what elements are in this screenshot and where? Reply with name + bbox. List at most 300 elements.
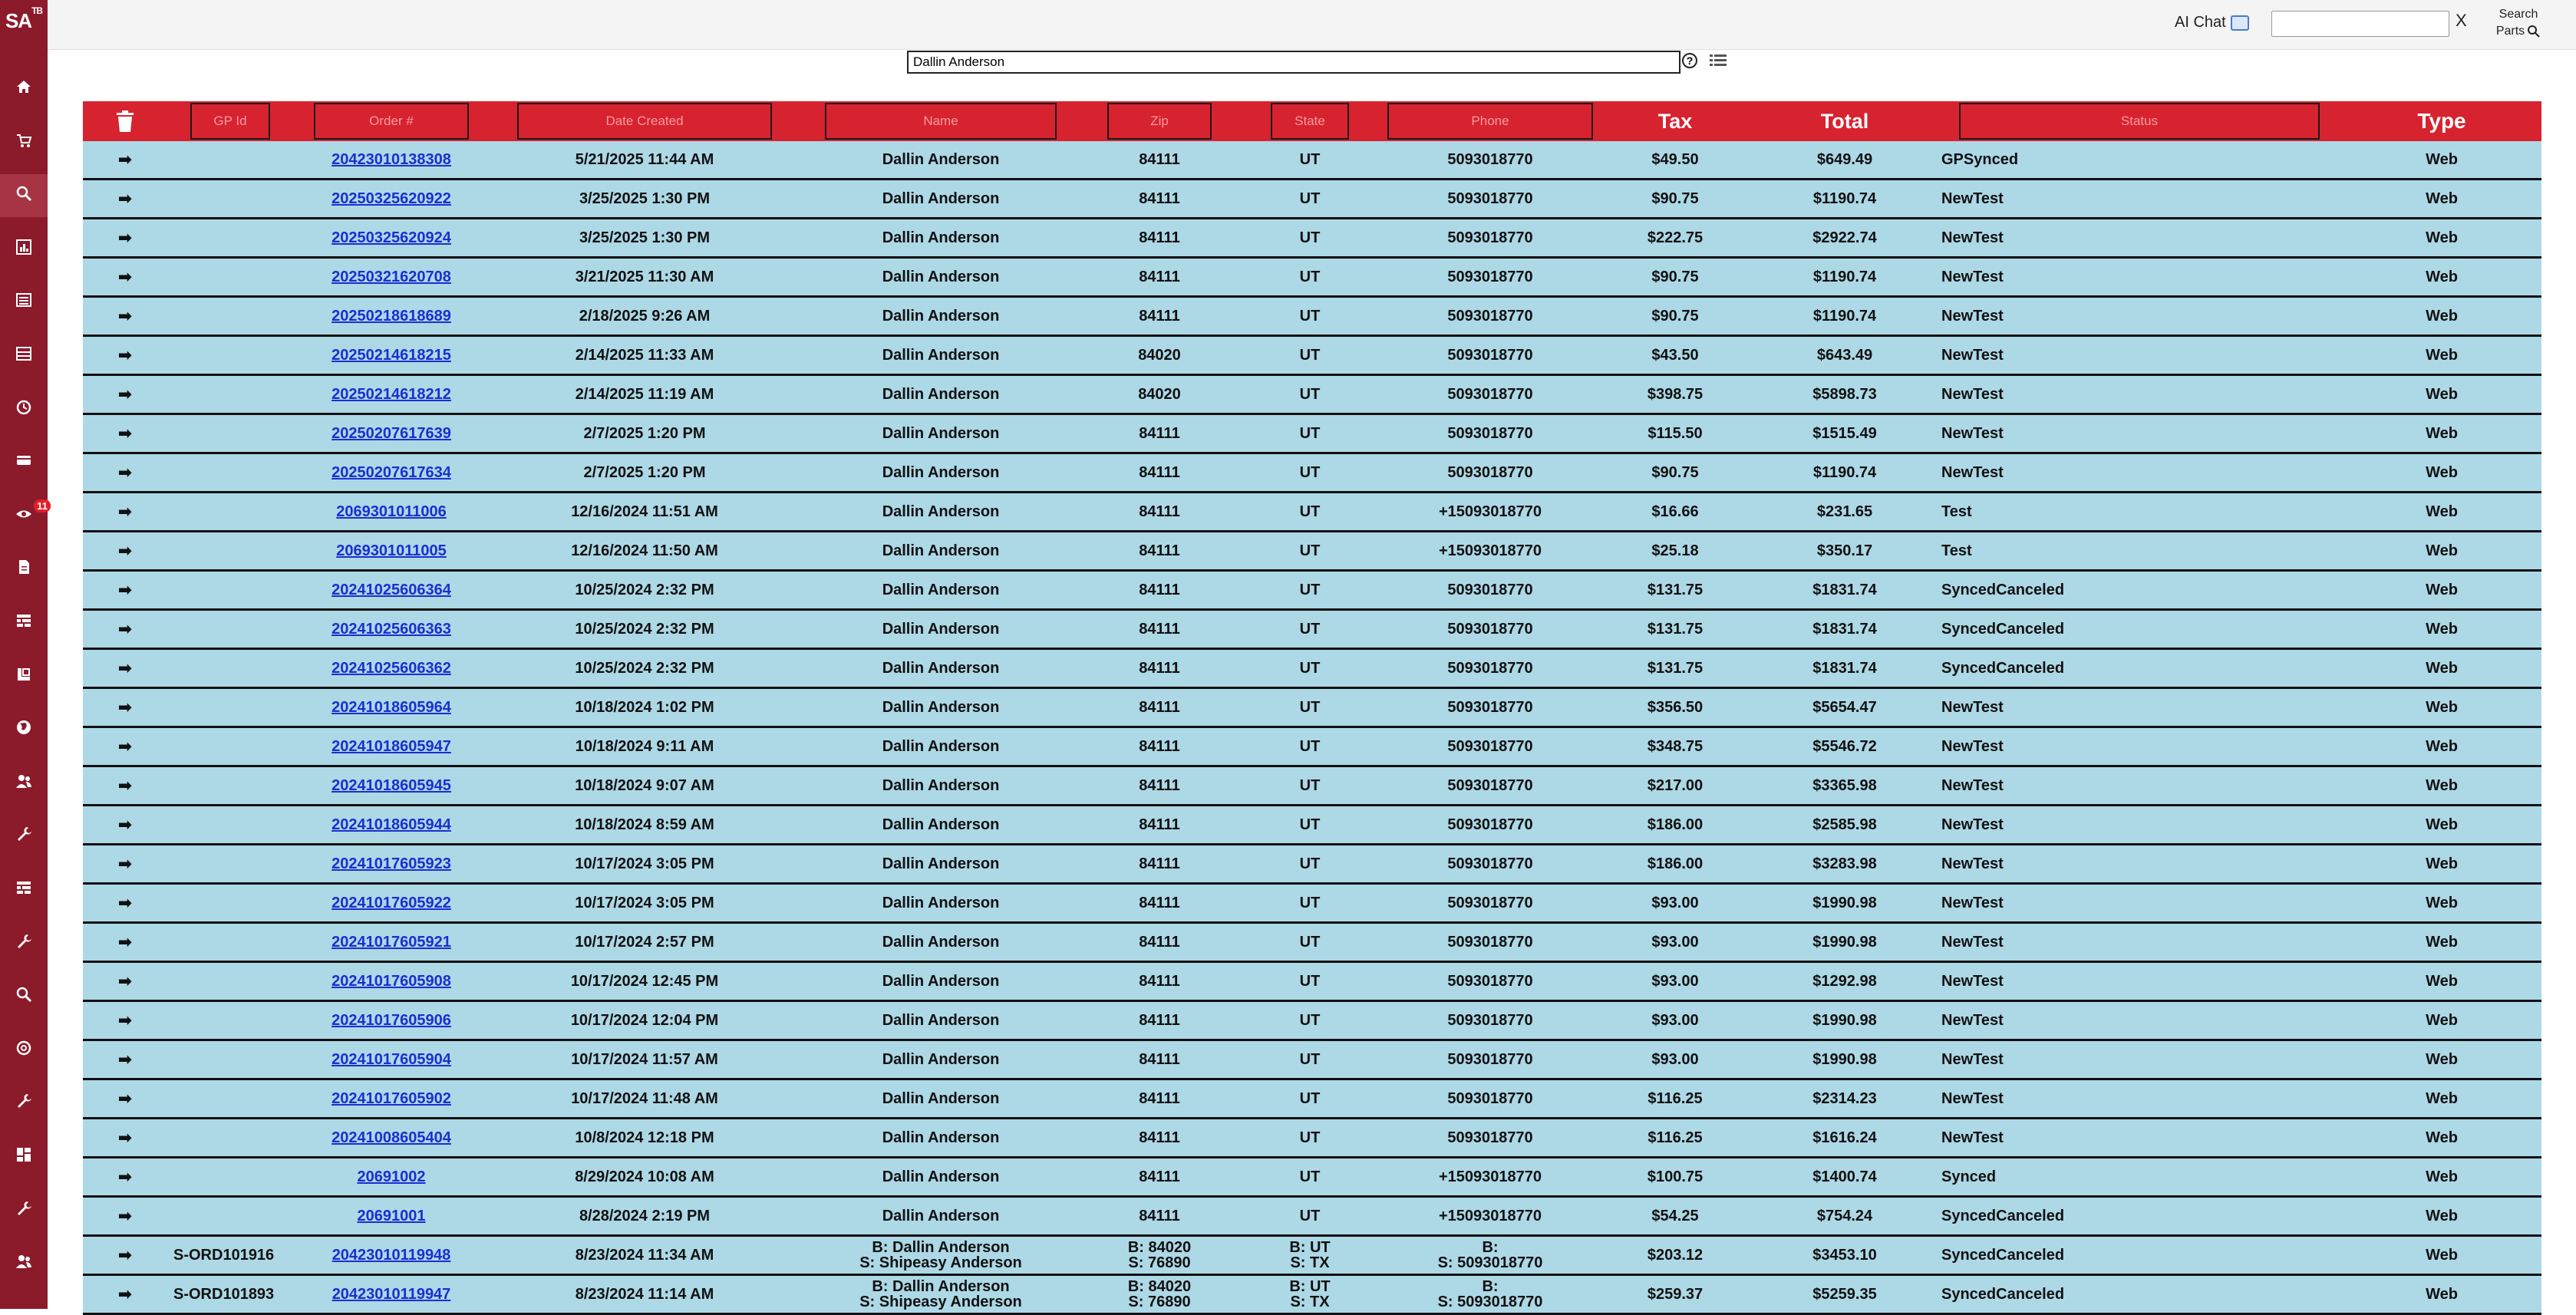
table-row[interactable] <box>83 806 2541 845</box>
table-row[interactable] <box>83 453 2541 493</box>
arrow-right-icon[interactable]: ➡ <box>117 579 133 599</box>
table-row[interactable] <box>83 1197 2541 1236</box>
row-arrow-cell[interactable] <box>83 219 167 258</box>
arrow-right-icon[interactable]: ➡ <box>117 1244 133 1264</box>
state-value: UT <box>1299 816 1321 833</box>
status-cell <box>1937 219 2342 258</box>
state-value: UT <box>1299 386 1321 403</box>
table-row[interactable] <box>83 610 2541 649</box>
row-arrow-cell[interactable] <box>83 962 167 1001</box>
table-row[interactable] <box>83 1236 2541 1275</box>
arrow-right-icon[interactable]: ➡ <box>117 931 133 951</box>
name-cell <box>800 297 1082 336</box>
header-delete[interactable] <box>83 101 167 141</box>
order-link[interactable]: 20241025606364 <box>331 582 451 598</box>
order-link[interactable]: 20241025606363 <box>331 621 451 638</box>
order-link[interactable]: 20241018605945 <box>331 777 451 794</box>
row-arrow-cell[interactable] <box>83 1079 167 1119</box>
arrow-right-icon[interactable]: ➡ <box>117 814 133 834</box>
order-cell[interactable] <box>293 962 490 1001</box>
row-arrow-cell[interactable] <box>83 806 167 845</box>
state-value: UT <box>1299 503 1321 520</box>
clear-search-button[interactable]: X <box>2456 11 2467 30</box>
table-row[interactable] <box>83 688 2541 727</box>
list-view-icon[interactable] <box>1710 54 1727 68</box>
row-arrow-cell[interactable] <box>83 1197 167 1236</box>
type-cell <box>2342 453 2541 493</box>
header-status[interactable] <box>1937 101 2342 141</box>
order-cell[interactable] <box>293 727 490 766</box>
date-value: 8/23/2024 11:34 AM <box>575 1247 714 1264</box>
row-arrow-cell[interactable] <box>83 1158 167 1197</box>
state-cell <box>1237 1119 1383 1158</box>
order-cell[interactable] <box>293 1079 490 1119</box>
sidebar-item-dashboard[interactable] <box>0 1135 48 1178</box>
zip-value: 84111 <box>1139 464 1180 481</box>
order-link[interactable]: 20250214618212 <box>331 386 451 403</box>
row-arrow-cell[interactable] <box>83 453 167 493</box>
type-value: Web <box>2426 699 2458 716</box>
arrow-right-icon[interactable]: ➡ <box>117 697 133 717</box>
order-cell[interactable] <box>293 336 490 375</box>
sidebar-item-list[interactable] <box>0 281 48 324</box>
header-phone[interactable] <box>1383 101 1598 141</box>
total-cell <box>1753 923 1937 962</box>
sidebar-item-card[interactable] <box>0 441 48 484</box>
date-cell <box>490 1197 800 1236</box>
row-arrow-cell[interactable] <box>83 1040 167 1079</box>
order-cell[interactable] <box>293 453 490 493</box>
zip-billing: B: 84020 <box>1127 1278 1192 1295</box>
state-cell <box>1237 649 1383 688</box>
arrow-right-icon[interactable]: ➡ <box>117 266 133 286</box>
arrow-right-icon[interactable]: ➡ <box>117 1088 133 1108</box>
sidebar-item-wrench[interactable] <box>0 1082 48 1125</box>
tax-value: $116.25 <box>1648 1090 1703 1107</box>
total-cell <box>1753 1001 1937 1040</box>
name-cell <box>800 923 1082 962</box>
ai-chat-button[interactable] <box>2175 14 2249 31</box>
header-type[interactable] <box>2342 101 2541 141</box>
phone-cell <box>1383 962 1598 1001</box>
order-cell[interactable] <box>293 1119 490 1158</box>
list-icon <box>15 292 32 313</box>
order-link[interactable]: 20241017605902 <box>331 1090 451 1107</box>
zip-cell <box>1082 1001 1237 1040</box>
status-value: NewTest <box>1941 1129 2004 1146</box>
order-cell[interactable] <box>293 493 490 532</box>
order-link[interactable]: 20241017605904 <box>331 1051 451 1068</box>
arrow-right-icon[interactable]: ➡ <box>117 501 133 521</box>
row-arrow-cell[interactable] <box>83 649 167 688</box>
arrow-right-icon[interactable]: ➡ <box>117 1205 133 1225</box>
type-cell <box>2342 1275 2541 1314</box>
sidebar-item-cart[interactable] <box>0 121 48 164</box>
table-row[interactable] <box>83 766 2541 806</box>
order-cell[interactable] <box>293 571 490 610</box>
table-row[interactable] <box>83 845 2541 884</box>
phone-cell <box>1383 1158 1598 1197</box>
state-value: UT <box>1299 895 1321 911</box>
tax-cell <box>1598 375 1753 414</box>
order-cell[interactable] <box>293 258 490 297</box>
total-value: $649.49 <box>1816 151 1873 168</box>
arrow-right-icon[interactable]: ➡ <box>117 892 133 912</box>
type-cell <box>2342 1197 2541 1236</box>
row-arrow-cell[interactable] <box>83 571 167 610</box>
customer-search-input[interactable] <box>907 51 1681 74</box>
header-gp-id-label: GP Id <box>190 103 270 140</box>
table-row[interactable] <box>83 1001 2541 1040</box>
name-value: Dallin Anderson <box>882 973 1000 990</box>
name-value: Dallin Anderson <box>882 1129 1000 1146</box>
arrow-right-icon[interactable]: ➡ <box>117 618 133 638</box>
zip-value: 84111 <box>1139 1051 1180 1068</box>
name-cell <box>800 571 1082 610</box>
type-cell <box>2342 610 2541 649</box>
table-row[interactable] <box>83 884 2541 923</box>
arrow-right-icon[interactable]: ➡ <box>117 188 133 208</box>
gp-id-cell <box>167 1079 293 1119</box>
arrow-right-icon[interactable]: ➡ <box>117 344 133 364</box>
order-cell[interactable] <box>293 845 490 884</box>
table-row[interactable] <box>83 1040 2541 1079</box>
order-cell[interactable] <box>293 884 490 923</box>
sidebar-item-clock[interactable] <box>0 388 48 431</box>
order-link[interactable]: 20241017605922 <box>331 895 451 911</box>
order-cell[interactable] <box>293 923 490 962</box>
order-cell[interactable] <box>293 806 490 845</box>
type-value: Web <box>2426 190 2458 207</box>
order-link[interactable]: 20250218618689 <box>331 308 451 325</box>
state-cell <box>1237 610 1383 649</box>
type-value: Web <box>2426 425 2458 442</box>
date-cell <box>490 336 800 375</box>
table-row[interactable] <box>83 649 2541 688</box>
order-link[interactable]: 20241017605908 <box>331 973 451 990</box>
order-link[interactable]: 20423010138308 <box>331 151 451 168</box>
order-link[interactable]: 20423010119947 <box>331 1286 451 1303</box>
date-cell <box>490 414 800 453</box>
table-row[interactable] <box>83 219 2541 258</box>
total-cell <box>1753 1079 1937 1119</box>
order-link[interactable]: 2069301011006 <box>336 503 447 520</box>
row-arrow-cell[interactable] <box>83 141 167 180</box>
zip-value: 84111 <box>1139 503 1180 520</box>
zip-value: 84111 <box>1139 855 1180 872</box>
total-cell <box>1753 806 1937 845</box>
tax-cell <box>1598 1001 1753 1040</box>
arrow-right-icon[interactable]: ➡ <box>117 1284 133 1303</box>
date-cell <box>490 219 800 258</box>
arrow-right-icon[interactable]: ➡ <box>117 462 133 482</box>
top-bar <box>48 0 2576 50</box>
table-row[interactable] <box>83 375 2541 414</box>
row-arrow-cell[interactable] <box>83 375 167 414</box>
sidebar-item-ruler[interactable] <box>0 655 48 698</box>
row-arrow-cell[interactable] <box>83 884 167 923</box>
type-value: Web <box>2426 1051 2458 1068</box>
order-link[interactable]: 20691001 <box>357 1208 426 1224</box>
tax-cell <box>1598 806 1753 845</box>
state-value: UT <box>1299 934 1321 951</box>
order-cell[interactable] <box>293 649 490 688</box>
order-cell[interactable] <box>293 297 490 336</box>
total-value: $5546.72 <box>1812 738 1877 755</box>
table-row[interactable] <box>83 414 2541 453</box>
arrow-right-icon[interactable]: ➡ <box>117 305 133 325</box>
type-value: Web <box>2426 855 2458 872</box>
total-value: $754.24 <box>1816 1208 1873 1224</box>
order-link[interactable]: 20241017605906 <box>331 1012 451 1029</box>
type-cell <box>2342 1236 2541 1275</box>
total-value: $2314.23 <box>1812 1090 1877 1107</box>
phone-cell <box>1383 336 1598 375</box>
header-total[interactable] <box>1753 101 1937 141</box>
row-arrow-cell[interactable] <box>83 727 167 766</box>
row-arrow-cell[interactable] <box>83 493 167 532</box>
order-cell[interactable] <box>293 1275 490 1314</box>
total-cell <box>1753 258 1937 297</box>
status-value: Synced <box>1941 1168 1997 1185</box>
gp-id-cell <box>167 649 293 688</box>
order-link[interactable]: 20250214618215 <box>331 347 451 364</box>
total-cell <box>1753 414 1937 453</box>
status-value: NewTest <box>1941 1090 2004 1107</box>
sidebar-item-document[interactable] <box>0 548 48 591</box>
state-shipping: S: TX <box>1290 1254 1330 1271</box>
order-cell[interactable] <box>293 1236 490 1275</box>
header-order[interactable] <box>293 101 490 141</box>
zip-value: 84111 <box>1139 308 1180 325</box>
sidebar-item-users[interactable] <box>0 1242 48 1285</box>
row-arrow-cell[interactable] <box>83 180 167 219</box>
header-date[interactable] <box>490 101 800 141</box>
arrow-right-icon[interactable]: ➡ <box>117 971 133 990</box>
name-value: Dallin Anderson <box>882 464 1000 481</box>
total-value: $1190.74 <box>1812 464 1877 481</box>
arrow-right-icon[interactable]: ➡ <box>117 1010 133 1030</box>
total-value: $2922.74 <box>1812 229 1877 246</box>
table-row[interactable] <box>83 141 2541 180</box>
sidebar-item-chart[interactable] <box>0 228 48 271</box>
zip-cell <box>1082 532 1237 571</box>
sidebar-item-grid[interactable] <box>0 601 48 644</box>
order-link[interactable]: 20423010119948 <box>331 1247 451 1264</box>
row-arrow-cell[interactable] <box>83 532 167 571</box>
order-cell[interactable] <box>293 1197 490 1236</box>
total-cell <box>1753 688 1937 727</box>
order-cell[interactable] <box>293 1001 490 1040</box>
header-tax[interactable] <box>1598 101 1753 141</box>
order-link[interactable]: 20241018605944 <box>331 816 451 833</box>
phone-cell <box>1383 258 1598 297</box>
sidebar-item-globe[interactable] <box>0 708 48 751</box>
row-arrow-cell[interactable] <box>83 688 167 727</box>
tax-value: $115.50 <box>1648 425 1703 442</box>
row-arrow-cell[interactable] <box>83 414 167 453</box>
table-row[interactable] <box>83 336 2541 375</box>
tax-cell <box>1598 1119 1753 1158</box>
row-arrow-cell[interactable] <box>83 336 167 375</box>
tax-value: $259.37 <box>1647 1286 1704 1303</box>
help-icon[interactable]: ? <box>1682 53 1697 68</box>
total-cell <box>1753 336 1937 375</box>
header-gp-id[interactable] <box>167 101 293 141</box>
status-value: NewTest <box>1941 1051 2004 1068</box>
order-link[interactable]: 20241025606362 <box>331 660 451 677</box>
status-value: NewTest <box>1941 464 2004 481</box>
row-arrow-cell[interactable] <box>83 923 167 962</box>
row-arrow-cell[interactable] <box>83 766 167 806</box>
date-value: 2/7/2025 1:20 PM <box>583 425 706 442</box>
order-link[interactable]: 20250325620922 <box>331 190 451 207</box>
table-row[interactable] <box>83 1158 2541 1197</box>
name-cell <box>800 532 1082 571</box>
table-row[interactable] <box>83 258 2541 297</box>
name-cell <box>800 962 1082 1001</box>
row-arrow-cell[interactable] <box>83 1001 167 1040</box>
name-cell <box>800 1236 1082 1275</box>
row-arrow-cell[interactable] <box>83 258 167 297</box>
sidebar-item-wrench[interactable] <box>0 1189 48 1232</box>
phone-value: 5093018770 <box>1447 1051 1533 1068</box>
table-row[interactable] <box>83 571 2541 610</box>
arrow-right-icon[interactable]: ➡ <box>117 1166 133 1186</box>
name-cell <box>800 1119 1082 1158</box>
row-arrow-cell[interactable] <box>83 297 167 336</box>
arrow-right-icon[interactable]: ➡ <box>117 1127 133 1147</box>
table-row[interactable] <box>83 923 2541 962</box>
order-link[interactable]: 20241017605923 <box>331 855 451 872</box>
arrow-right-icon[interactable]: ➡ <box>117 853 133 873</box>
search-parts-line2: Parts <box>2495 25 2525 38</box>
arrow-right-icon[interactable]: ➡ <box>117 658 133 677</box>
order-cell[interactable] <box>293 180 490 219</box>
order-link[interactable]: 20250321620708 <box>331 269 451 285</box>
zip-value: 84111 <box>1139 542 1180 559</box>
order-link[interactable]: 20250325620924 <box>331 229 451 246</box>
type-value: Web <box>2426 973 2458 990</box>
date-cell <box>490 375 800 414</box>
name-cell <box>800 414 1082 453</box>
sidebar-item-table[interactable] <box>0 335 48 377</box>
total-cell <box>1753 1236 1937 1275</box>
order-link[interactable]: 20241017605921 <box>331 934 451 951</box>
sidebar-item-grid[interactable] <box>0 868 48 911</box>
row-arrow-cell[interactable] <box>83 610 167 649</box>
name-value: Dallin Anderson <box>882 542 1000 559</box>
row-arrow-cell[interactable] <box>83 845 167 884</box>
total-cell <box>1753 649 1937 688</box>
top-search-input[interactable] <box>2271 11 2449 37</box>
tax-value: $93.00 <box>1651 973 1699 990</box>
status-cell <box>1937 1001 2342 1040</box>
order-link[interactable]: 2069301011005 <box>336 542 447 559</box>
table-row[interactable] <box>83 1119 2541 1158</box>
name-value: Dallin Anderson <box>882 699 1000 716</box>
sidebar-item-eye[interactable] <box>0 495 48 538</box>
order-cell[interactable] <box>293 1158 490 1197</box>
arrow-right-icon[interactable]: ➡ <box>117 775 133 795</box>
row-arrow-cell[interactable] <box>83 1275 167 1314</box>
sidebar-item-search[interactable] <box>0 174 48 217</box>
state-cell <box>1237 688 1383 727</box>
sidebar-item-wrench[interactable] <box>0 815 48 858</box>
row-arrow-cell[interactable] <box>83 1236 167 1275</box>
order-cell[interactable] <box>293 141 490 180</box>
trash-icon[interactable] <box>115 110 135 133</box>
header-name[interactable] <box>800 101 1082 141</box>
phone-cell <box>1383 453 1598 493</box>
arrow-right-icon[interactable]: ➡ <box>117 384 133 404</box>
order-cell[interactable] <box>293 1040 490 1079</box>
arrow-right-icon[interactable]: ➡ <box>117 423 133 443</box>
order-link[interactable]: 20241018605947 <box>331 738 451 755</box>
order-link[interactable]: 20241018605964 <box>331 699 451 716</box>
sidebar-item-users[interactable] <box>0 762 48 805</box>
order-cell[interactable] <box>293 219 490 258</box>
order-cell[interactable] <box>293 766 490 806</box>
order-link[interactable]: 20250207617634 <box>331 464 451 481</box>
state-cell <box>1237 766 1383 806</box>
order-link[interactable]: 20250207617639 <box>331 425 451 442</box>
table-row[interactable] <box>83 962 2541 1001</box>
arrow-right-icon[interactable]: ➡ <box>117 736 133 756</box>
name-value: Dallin Anderson <box>882 738 1000 755</box>
row-arrow-cell[interactable] <box>83 1119 167 1158</box>
tax-value: $43.50 <box>1651 347 1699 364</box>
arrow-right-icon[interactable]: ➡ <box>117 149 133 169</box>
order-link[interactable]: 20691002 <box>357 1168 426 1185</box>
table-row[interactable] <box>83 180 2541 219</box>
order-cell[interactable] <box>293 532 490 571</box>
table-row[interactable] <box>83 297 2541 336</box>
order-cell[interactable] <box>293 414 490 453</box>
total-value: $1990.98 <box>1812 895 1877 911</box>
order-cell[interactable] <box>293 688 490 727</box>
date-cell <box>490 610 800 649</box>
table-row[interactable] <box>83 532 2541 571</box>
app-logo[interactable] <box>0 5 48 33</box>
state-value: UT <box>1299 1208 1321 1224</box>
sidebar-item-openai[interactable] <box>0 1029 48 1072</box>
sidebar-item-wrench[interactable] <box>0 922 48 965</box>
search-parts-button[interactable] <box>2488 6 2549 40</box>
table-row[interactable] <box>83 1275 2541 1314</box>
tax-cell <box>1598 766 1753 806</box>
table-row[interactable] <box>83 727 2541 766</box>
header-zip[interactable] <box>1082 101 1237 141</box>
sidebar-item-home[interactable] <box>0 68 48 110</box>
header-state[interactable] <box>1237 101 1383 141</box>
arrow-right-icon[interactable]: ➡ <box>117 227 133 247</box>
arrow-right-icon[interactable]: ➡ <box>117 540 133 560</box>
state-cell <box>1237 297 1383 336</box>
order-cell[interactable] <box>293 610 490 649</box>
order-link[interactable]: 20241008605404 <box>331 1129 451 1146</box>
sidebar-item-search[interactable] <box>0 975 48 1018</box>
name-value: Dallin Anderson <box>882 308 1000 325</box>
name-cell <box>800 258 1082 297</box>
zip-cell <box>1082 1079 1237 1119</box>
phone-cell <box>1383 297 1598 336</box>
table-row[interactable] <box>83 493 2541 532</box>
table-row[interactable] <box>83 1079 2541 1119</box>
date-cell <box>490 297 800 336</box>
arrow-right-icon[interactable]: ➡ <box>117 1049 133 1069</box>
order-cell[interactable] <box>293 375 490 414</box>
